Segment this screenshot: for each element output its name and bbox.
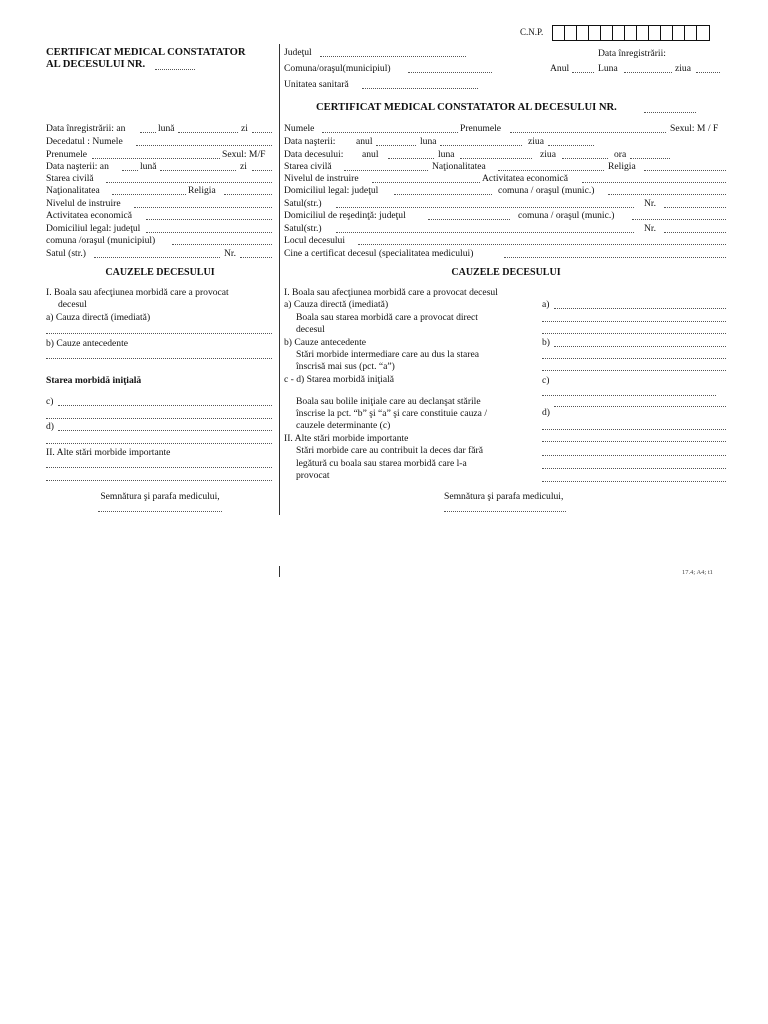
right-ziua-label: ziua: [675, 63, 691, 74]
right-deces-ziua-label: ziua: [540, 149, 556, 160]
right-data-nasterii-label: Data naşterii:: [284, 136, 336, 147]
left-c-field-1[interactable]: [58, 405, 272, 406]
left-nastere-luna-field[interactable]: [160, 170, 236, 171]
right-comuna-label: Comuna/oraşul(municipiul): [284, 63, 391, 74]
left-starea-civila-label: Starea civilă: [46, 173, 94, 184]
right-domiciliul-field[interactable]: [394, 194, 492, 195]
right-ora-field[interactable]: [630, 158, 670, 159]
left-prenumele-field[interactable]: [92, 158, 220, 159]
right-judetul-field[interactable]: [320, 56, 466, 57]
right-d-label: d): [542, 407, 550, 418]
right-satul-field[interactable]: [336, 207, 634, 208]
right-cauza-a-label: a) Cauza directă (imediată): [284, 299, 389, 310]
right-nastere-ziua-label: ziua: [528, 136, 544, 147]
left-nastere-an-field[interactable]: [122, 170, 138, 171]
right-resedinta-label: Domiciliul de reşedinţă: judeţul: [284, 210, 406, 221]
right-prenumele-label: Prenumele: [460, 123, 502, 134]
right-cauza-a-desc1: Boala sau starea morbidă care a provocat direct: [296, 312, 478, 323]
left-satul-label: Satul (str.): [46, 248, 86, 259]
right-deces-anul-field[interactable]: [388, 158, 434, 159]
right-comuna-munic-field[interactable]: [608, 194, 726, 195]
right-anul-field[interactable]: [572, 72, 594, 73]
left-boala-line1: I. Boala sau afecţiunea morbidă care a provocat: [46, 287, 229, 298]
right-d-field-4[interactable]: [542, 468, 726, 469]
left-nr-field[interactable]: [155, 69, 195, 70]
left-boala-line2: decesul: [58, 299, 87, 310]
left-cauza-a-field[interactable]: [46, 333, 272, 334]
right-data-inreg-label: Data înregistrării:: [598, 48, 666, 59]
right-locul-field[interactable]: [358, 244, 726, 245]
right-nivelul-field[interactable]: [372, 182, 480, 183]
left-domiciliul-field[interactable]: [146, 232, 272, 233]
left-data-nasterii-label: Data naşterii: an: [46, 161, 109, 172]
right-deces-luna-field[interactable]: [460, 158, 532, 159]
left-nastere-zi-field[interactable]: [252, 170, 272, 171]
right-unitatea-field[interactable]: [362, 88, 478, 89]
right-c-field-1[interactable]: [542, 395, 716, 396]
left-semnatura-label: Semnătura şi parafa medicului,: [100, 491, 220, 502]
left-nationalitatea-field[interactable]: [112, 194, 186, 195]
right-cauzele-heading: CAUZELE DECESULUI: [451, 267, 561, 278]
right-alte-label: II. Alte stări morbide importante: [284, 433, 409, 444]
left-nivelul-label: Nivelul de instruire: [46, 198, 121, 209]
right-cd-desc2: înscrise la pct. “b” şi “a” şi care constituie cauza /: [296, 408, 487, 419]
right-luna-field[interactable]: [624, 72, 672, 73]
left-cauza-a-label: a) Cauza directă (imediată): [46, 312, 151, 323]
cnp-label: C.N.P.: [520, 27, 544, 37]
left-sexul-label: Sexul: M/F: [222, 149, 266, 160]
right-cd-label: c - d) Starea morbidă iniţială: [284, 374, 395, 385]
right-judetul-label: Judeţul: [284, 47, 312, 58]
right-anul-label: Anul: [550, 63, 570, 74]
right-religia-field[interactable]: [644, 170, 726, 171]
right-ziua-field[interactable]: [696, 72, 720, 73]
left-d-field-2[interactable]: [46, 443, 272, 444]
left-prenumele-label: Prenumele: [46, 149, 88, 160]
right-cd-desc3: cauzele determinante (c): [296, 420, 391, 431]
left-zi-field[interactable]: [252, 132, 272, 133]
left-alte-field-1[interactable]: [46, 467, 272, 468]
right-nr2-label: Nr.: [644, 223, 656, 234]
right-b-field-2[interactable]: [542, 358, 726, 359]
right-prenumele-field[interactable]: [510, 132, 666, 133]
right-c-label: c): [542, 375, 550, 386]
right-nationalitatea-field[interactable]: [498, 170, 604, 171]
left-c-label: c): [46, 396, 54, 407]
right-cauza-b-label: b) Cauze antecedente: [284, 337, 367, 348]
right-deces-luna-label: luna: [438, 149, 455, 160]
right-a-label: a): [542, 299, 550, 310]
right-d-field-1[interactable]: [542, 429, 726, 430]
right-title: CERTIFICAT MEDICAL CONSTATATOR AL DECESULUI NR.: [316, 102, 617, 113]
right-satul-label: Satul(str.): [284, 198, 322, 209]
right-b-label: b): [542, 337, 550, 348]
right-a-field-3[interactable]: [542, 333, 726, 334]
left-cauzele-heading: CAUZELE DECESULUI: [105, 267, 215, 278]
right-semnatura-label: Semnătura şi parafa medicului,: [444, 491, 564, 502]
left-c-field-2[interactable]: [46, 418, 272, 419]
left-nr-label: Nr.: [224, 248, 236, 259]
right-nr-field[interactable]: [644, 112, 696, 113]
left-title-line2: AL DECESULUI NR.: [46, 59, 146, 70]
left-religia-label: Religia: [188, 185, 216, 196]
left-cauza-b-label: b) Cauze antecedente: [46, 338, 129, 349]
right-cauza-b-desc2: înscrisă mai sus (pct. “a”): [296, 361, 395, 372]
right-luna-label: Luna: [598, 63, 618, 74]
right-starea-civila-field[interactable]: [344, 170, 428, 171]
left-decedatul-label: Decedatul : Numele: [46, 136, 123, 147]
right-ora-label: ora: [614, 149, 627, 160]
right-alte-desc3: provocat: [296, 470, 330, 481]
left-alte-field-2[interactable]: [46, 480, 272, 481]
right-nr-label: Nr.: [644, 198, 656, 209]
right-d-field-3[interactable]: [542, 455, 726, 456]
left-nivelul-field[interactable]: [134, 207, 272, 208]
left-alte-label: II. Alte stări morbide importante: [46, 447, 171, 458]
footer-divider: [279, 566, 280, 577]
left-nr-value-field[interactable]: [240, 257, 272, 258]
right-deces-anul-label: anul: [362, 149, 379, 160]
left-zi-label: zi: [241, 123, 248, 134]
left-religia-field[interactable]: [224, 194, 272, 195]
footer-code: 17.4; A4; t1: [682, 569, 713, 576]
right-data-decesului-label: Data decesului:: [284, 149, 344, 160]
left-comuna-field[interactable]: [172, 244, 272, 245]
right-a-field-1[interactable]: [554, 308, 726, 309]
right-religia-label: Religia: [608, 161, 636, 172]
right-d-field-2[interactable]: [542, 441, 726, 442]
right-sexul-label: Sexul: M / F: [670, 123, 719, 134]
right-cine-field[interactable]: [504, 257, 726, 258]
left-starea-morbida-heading: Starea morbidă iniţială: [46, 375, 142, 386]
left-numele-field[interactable]: [136, 145, 272, 146]
right-activitatea-label: Activitatea economică: [482, 173, 569, 184]
right-boala-label: I. Boala sau afecţiunea morbidă care a provocat decesul: [284, 287, 498, 298]
right-domiciliul-label: Domiciliul legal: judeţul: [284, 185, 379, 196]
left-nastere-luna-label: lună: [140, 161, 157, 172]
left-luna-field[interactable]: [178, 132, 238, 133]
left-nastere-zi-label: zi: [240, 161, 247, 172]
left-domiciliul-label: Domiciliul legal: judeţul: [46, 223, 141, 234]
right-numele-label: Numele: [284, 123, 315, 134]
left-d-label: d): [46, 421, 54, 432]
right-satul2-field[interactable]: [336, 232, 634, 233]
left-data-inreg-label: Data înregistrării: an: [46, 123, 126, 134]
right-c-field-2[interactable]: [554, 406, 726, 407]
left-cauza-b-field[interactable]: [46, 358, 272, 359]
right-cd-desc1: Boala sau bolile iniţiale care au declanşat stările: [296, 396, 481, 407]
left-activitatea-label: Activitatea economică: [46, 210, 133, 221]
right-satul2-label: Satul(str.): [284, 223, 322, 234]
right-nastere-anul-field[interactable]: [376, 145, 416, 146]
left-starea-civila-field[interactable]: [106, 182, 272, 183]
right-unitatea-label: Unitatea sanitară: [284, 79, 349, 90]
right-semnatura-field[interactable]: [444, 511, 566, 512]
right-alte-desc1: Stări morbide care au contribuit la deces dar fără: [296, 445, 483, 456]
right-deces-ziua-field[interactable]: [562, 158, 608, 159]
left-semnatura-field[interactable]: [98, 511, 222, 512]
right-nivelul-label: Nivelul de instruire: [284, 173, 359, 184]
right-d-field-5[interactable]: [542, 481, 726, 482]
right-comuna-field[interactable]: [408, 72, 492, 73]
right-alte-desc2: legătură cu boala sau starea morbidă care l-a: [296, 458, 467, 469]
right-nastere-ziua-field[interactable]: [548, 145, 594, 146]
right-nastere-anul-label: anul: [356, 136, 373, 147]
right-comuna-munic-label: comuna / oraşul (munic.): [498, 185, 595, 196]
left-luna-label: lună: [158, 123, 175, 134]
right-b-field-3[interactable]: [542, 370, 726, 371]
column-divider: [279, 44, 280, 515]
left-data-inreg-an-field[interactable]: [140, 132, 156, 133]
right-resedinta-field[interactable]: [428, 219, 510, 220]
right-a-field-2[interactable]: [542, 321, 726, 322]
right-cauza-a-desc2: decesul: [296, 324, 325, 335]
right-starea-civila-label: Starea civilă: [284, 161, 332, 172]
right-nationalitatea-label: Naţionalitatea: [432, 161, 486, 172]
right-nastere-luna-label: luna: [420, 136, 437, 147]
right-activitatea-field[interactable]: [582, 182, 726, 183]
right-nr-value-field[interactable]: [664, 207, 726, 208]
left-d-field-1[interactable]: [58, 430, 272, 431]
left-activitatea-field[interactable]: [146, 219, 272, 220]
left-comuna-label: comuna /oraşul (municipiul): [46, 235, 156, 246]
right-locul-label: Locul decesului: [284, 235, 346, 246]
right-numele-field[interactable]: [322, 132, 458, 133]
right-nastere-luna-field[interactable]: [440, 145, 522, 146]
left-satul-field[interactable]: [94, 257, 220, 258]
left-nationalitatea-label: Naţionalitatea: [46, 185, 100, 196]
right-comuna-munic2-field[interactable]: [632, 219, 726, 220]
cnp-boxes[interactable]: [552, 25, 710, 41]
right-b-field-1[interactable]: [554, 346, 726, 347]
right-nr2-value-field[interactable]: [664, 232, 726, 233]
right-cauza-b-desc1: Stări morbide intermediare care au dus la starea: [296, 349, 479, 360]
left-title-line1: CERTIFICAT MEDICAL CONSTATATOR: [46, 47, 246, 58]
right-cine-label: Cine a certificat decesul (specialitatea medicului): [284, 248, 474, 259]
right-comuna-munic2-label: comuna / oraşul (munic.): [518, 210, 615, 221]
